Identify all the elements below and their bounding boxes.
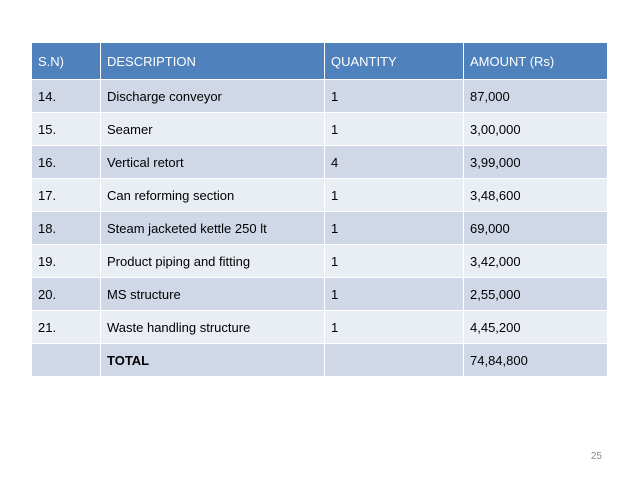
- table-row: [32, 80, 608, 113]
- table-row: [32, 212, 608, 245]
- cell-description: Steam jacketed kettle 250 lt: [101, 212, 325, 245]
- cell-amount: 2,55,000: [464, 278, 608, 311]
- table-row: [32, 245, 608, 278]
- header-description: DESCRIPTION: [101, 43, 325, 80]
- cell-sn: 17.: [32, 179, 101, 212]
- cell-amount: 3,42,000: [464, 245, 608, 278]
- cell-description: Product piping and fitting: [101, 245, 325, 278]
- cell-quantity: 1: [325, 245, 464, 278]
- cell-amount: 3,00,000: [464, 113, 608, 146]
- cell-quantity: 1: [325, 113, 464, 146]
- cell-description: Waste handling structure: [101, 311, 325, 344]
- cell-description: Discharge conveyor: [101, 80, 325, 113]
- cell-description: Vertical retort: [101, 146, 325, 179]
- cost-table: [31, 42, 608, 377]
- cell-amount: 3,99,000: [464, 146, 608, 179]
- cell-amount: 69,000: [464, 212, 608, 245]
- total-row: [32, 344, 608, 377]
- cell-description: Can reforming section: [101, 179, 325, 212]
- table-row: [32, 311, 608, 344]
- cell-sn: 15.: [32, 113, 101, 146]
- cell-quantity: 1: [325, 311, 464, 344]
- cell-sn: 16.: [32, 146, 101, 179]
- table-row: [32, 179, 608, 212]
- cell-description: MS structure: [101, 278, 325, 311]
- cell-quantity: 1: [325, 179, 464, 212]
- table-row: [32, 146, 608, 179]
- header-quantity: QUANTITY: [325, 43, 464, 80]
- cell-quantity: 1: [325, 80, 464, 113]
- cell-quantity: 1: [325, 278, 464, 311]
- cell-description: Seamer: [101, 113, 325, 146]
- total-quantity: [325, 344, 464, 377]
- cell-sn: 20.: [32, 278, 101, 311]
- total-label: TOTAL: [101, 344, 325, 377]
- cell-sn: 18.: [32, 212, 101, 245]
- cell-quantity: 1: [325, 212, 464, 245]
- page-number: 25: [590, 451, 602, 462]
- cell-amount: 87,000: [464, 80, 608, 113]
- total-sn: [32, 344, 101, 377]
- table-row: [32, 113, 608, 146]
- header-amount: AMOUNT (Rs): [464, 43, 608, 80]
- table-row: [32, 278, 608, 311]
- total-amount: 74,84,800: [464, 344, 608, 377]
- table-header-row: [32, 43, 608, 80]
- cell-amount: 3,48,600: [464, 179, 608, 212]
- cell-sn: 21.: [32, 311, 101, 344]
- cell-sn: 14.: [32, 80, 101, 113]
- header-sn: S.N): [32, 43, 101, 80]
- cell-sn: 19.: [32, 245, 101, 278]
- cell-amount: 4,45,200: [464, 311, 608, 344]
- cell-quantity: 4: [325, 146, 464, 179]
